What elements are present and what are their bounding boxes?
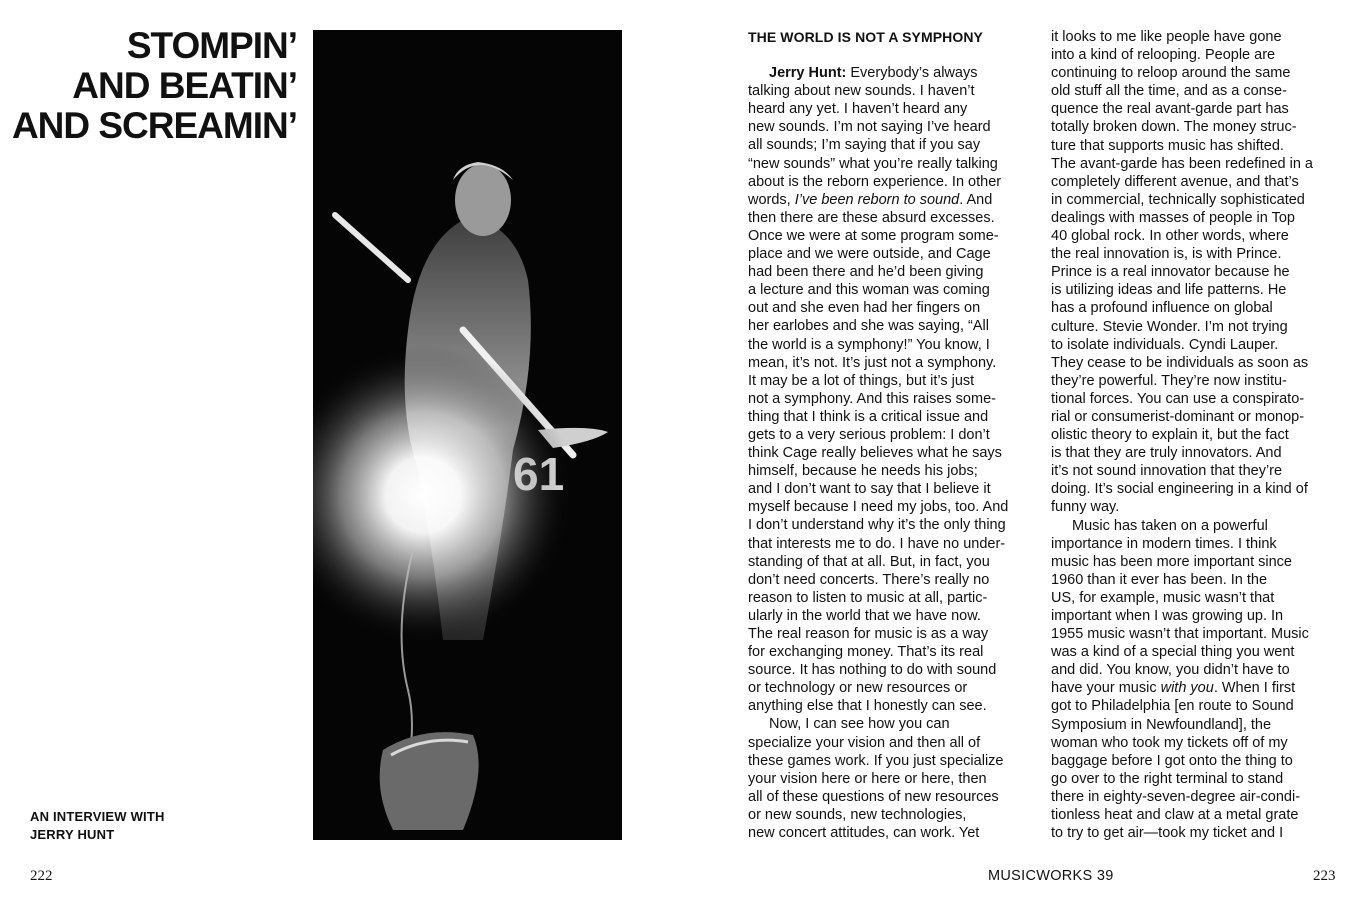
text-line: “new sounds” what you’re really talking: [748, 155, 998, 172]
text-line: it’s not sound innovation that they’re: [1051, 463, 1283, 480]
text-line: important when I was growing up. In: [1051, 608, 1284, 624]
text-line: had been there and he’d been giving: [748, 264, 984, 281]
text-line: the world is a symphony!” You know, I: [748, 336, 990, 353]
text-line: Symposium in Newfoundland], the: [1051, 716, 1272, 733]
headline-line-1: STOMPIN’: [126, 25, 297, 66]
text-line: continuing to reloop around the same: [1051, 65, 1291, 82]
text-line: about is the reborn experience. In other: [748, 173, 1002, 190]
text-line: all sounds; I’m saying that if you say: [748, 137, 981, 154]
text-line: heard any yet. I haven’t heard any: [748, 101, 968, 118]
text-line: it looks to me like people have gone: [1051, 29, 1282, 45]
text-line: your vision here or here or here, then: [748, 770, 987, 787]
text-line: dealings with masses of people in Top: [1051, 209, 1295, 226]
text-line: thing that I think is a critical issue and: [748, 408, 989, 425]
text-line: The avant-garde has been redefined in a: [1051, 155, 1313, 172]
text-line: talking about new sounds. I haven’t: [748, 83, 975, 100]
text-line: words, I’ve been reborn to sound. And: [748, 191, 993, 208]
text-line: her earlobes and she was saying, “All: [748, 318, 989, 335]
headline-line-3: AND SCREAMIN’: [11, 105, 297, 146]
text-line: there in eighty-seven-degree air-condi-: [1051, 788, 1301, 805]
article-headline: [12, 26, 297, 146]
performer-head: [455, 164, 511, 236]
text-line: It may be a lot of things, but it’s just: [748, 372, 975, 389]
text-line: The real reason for music is as a way: [748, 626, 989, 642]
text-line: music has been more important since: [1051, 553, 1292, 570]
performer-photo: [313, 30, 622, 840]
text-line: don’t need concerts. There’s really no: [748, 571, 990, 588]
text-line: 1955 music wasn’t that important. Music: [1051, 626, 1309, 643]
text-line: Once we were at some program some-: [748, 227, 999, 244]
text-line: tional forces. You can use a conspirato-: [1051, 390, 1305, 407]
text-line: then there are these absurd excesses.: [748, 209, 995, 226]
photo-illustration: [313, 30, 622, 840]
headline-line-2: AND BEATIN’: [72, 65, 297, 106]
page-number-right: 223: [1313, 868, 1336, 884]
text-line: tionless heat and claw at a metal grate: [1051, 807, 1299, 824]
text-line: 1960 than it ever has been. In the: [1051, 571, 1268, 588]
running-head: MUSICWORKS 39: [988, 868, 1114, 884]
text-line: into a kind of relooping. People are: [1051, 47, 1276, 64]
text-column-1: [748, 28, 1040, 842]
text-line: mean, it’s not. It’s just not a symphony.: [748, 354, 997, 371]
text-line: not a symphony. And this raises some-: [748, 390, 996, 407]
text-line: Jerry Hunt: Everybody’s always: [769, 65, 978, 82]
text-line: Prince is a real innovator because he: [1051, 264, 1290, 281]
text-line: importance in modern times. I think: [1051, 535, 1277, 552]
text-line: new sounds. I’m not saying I’ve heard: [748, 119, 991, 136]
text-line: standing of that at all. But, in fact, you: [748, 553, 990, 570]
italic-phrase: with you: [1160, 680, 1214, 697]
text-line: to isolate individuals. Cyndi Lauper.: [1051, 336, 1279, 353]
text-line: has a profound influence on global: [1051, 300, 1273, 317]
text-line: source. It has nothing to do with sound: [748, 662, 997, 679]
article-subtitle: [30, 808, 165, 844]
page-number-left: 222: [30, 868, 53, 884]
text-line: go over to the right terminal to stand: [1051, 770, 1284, 787]
text-line: for exchanging money. That’s its real: [748, 644, 984, 661]
text-line: the real innovation is, is with Prince.: [1051, 246, 1282, 263]
section-heading: THE WORLD IS NOT A SYMPHONY: [748, 29, 983, 45]
text-line: that interests me to do. I have no under-: [748, 535, 1006, 552]
text-line: ularly in the world that we have now.: [748, 607, 981, 624]
text-line: baggage before I got onto the thing to: [1051, 752, 1293, 769]
text-line: a lecture and this woman was coming: [748, 282, 990, 299]
text-line: or technology or new resources or: [748, 680, 968, 697]
text-line: and I don’t want to say that I believe it: [748, 481, 991, 498]
text-line: place and we were outside, and Cage: [748, 246, 991, 263]
text-line: to try to get air—took my ticket and I: [1051, 825, 1284, 842]
text-line: specialize your vision and then all of: [748, 734, 981, 751]
text-line: in commercial, technically sophisticated: [1051, 191, 1305, 208]
text-line: these games work. If you just specialize: [748, 752, 1004, 769]
subtitle-line-1: AN INTERVIEW WITH: [30, 809, 165, 824]
text-line: have your music with you. When I first: [1051, 680, 1296, 697]
text-line: is that they are truly innovators. And: [1051, 445, 1282, 462]
text-line: anything else that I honestly can see.: [748, 698, 987, 715]
text-line: quence the real avant-garde part has: [1051, 101, 1289, 118]
text-line: Music has taken on a powerful: [1072, 517, 1268, 534]
subtitle-line-2: JERRY HUNT: [30, 827, 115, 842]
text-line: They cease to be individuals as soon as: [1051, 354, 1309, 371]
text-line: ture that supports music has shifted.: [1051, 137, 1284, 154]
text-line: funny way.: [1051, 499, 1120, 516]
text-line: or new sounds, new technologies,: [748, 806, 967, 823]
text-line: is utilizing ideas and life patterns. He: [1051, 282, 1287, 299]
text-line: completely different avenue, and that’s: [1051, 173, 1299, 190]
text-line: I don’t understand why it’s the only thing: [748, 517, 1006, 534]
text-line: himself, because he needs his jobs;: [748, 463, 978, 480]
text-line: totally broken down. The money struc-: [1051, 119, 1297, 136]
text-column-2: [1051, 28, 1343, 842]
text-line: US, for example, music wasn’t that: [1051, 589, 1275, 606]
text-line: new concert attitudes, can work. Yet: [748, 825, 980, 842]
speaker-name: Jerry Hunt:: [769, 65, 847, 82]
text-line: think Cage really believes what he says: [748, 445, 1002, 462]
text-line: they’re powerful. They’re now institu-: [1051, 372, 1287, 389]
text-line: all of these questions of new resources: [748, 788, 999, 805]
italic-phrase: I’ve been reborn to sound: [794, 191, 960, 208]
text-line: woman who took my tickets off of my: [1051, 734, 1288, 751]
text-line: reason to listen to music at all, partic-: [748, 589, 988, 606]
text-line: got to Philadelphia [en route to Sound: [1051, 698, 1294, 715]
text-line: culture. Stevie Wonder. I’m not trying: [1051, 318, 1288, 335]
chair: [380, 732, 479, 830]
text-line: old stuff all the time, and as a conse-: [1051, 83, 1287, 100]
text-line: out and she even had her fingers on: [748, 300, 981, 317]
text-line: gets to a very serious problem: I don’t: [748, 426, 990, 443]
text-line: rial or consumerist-dominant or monop-: [1051, 408, 1305, 425]
text-line: myself because I need my jobs, too. And: [748, 499, 1009, 516]
text-line: doing. It’s social engineering in a kind of: [1051, 481, 1308, 498]
text-line: 40 global rock. In other words, where: [1051, 228, 1289, 245]
text-line: and did. You know, you didn’t have to: [1051, 662, 1290, 679]
text-line: was a kind of a special thing you went: [1051, 644, 1295, 661]
text-line: olistic theory to explain it, but the fact: [1051, 427, 1289, 444]
text-line: Now, I can see how you can: [769, 716, 950, 733]
